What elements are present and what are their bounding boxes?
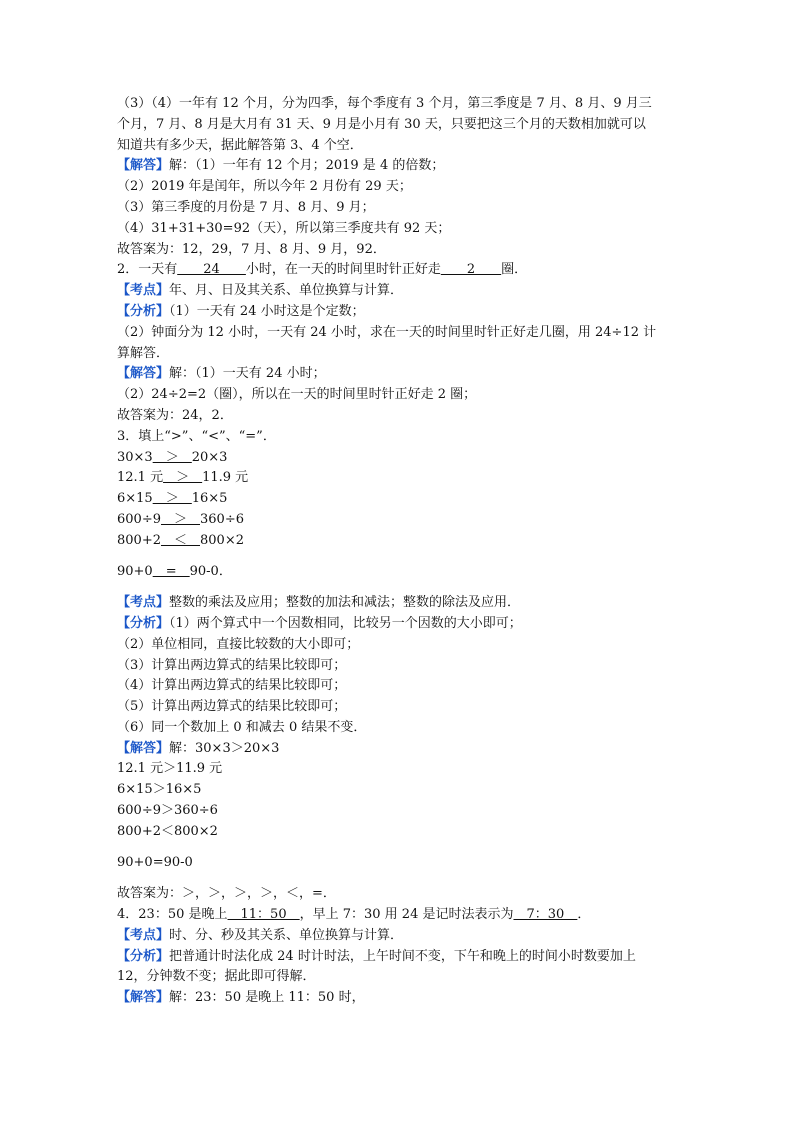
answer-blank: ＿＿24＿＿ (177, 262, 246, 278)
text-line: （4）31+31+30=92（天），所以第三季度共有 92 天； (117, 220, 451, 236)
text-line: 12，分钟数不变；据此即可得解． (117, 969, 316, 985)
fenxi-line (117, 614, 687, 635)
compare-row (117, 562, 687, 583)
text-line: 故答案为：12，29，7 月、8 月、9 月，92． (117, 241, 386, 257)
text-line: 12.1 元＞11.9 元 (117, 761, 223, 777)
compare-row (117, 489, 687, 510)
answer-tag: 【解答】 (117, 990, 170, 1006)
question-text: 4．23：50 是晚上 (117, 907, 228, 923)
compare-row (117, 468, 687, 489)
answer-tag: 【解答】 (117, 740, 170, 756)
text-line: （2）2019 年是闰年，所以今年 2 月份有 29 天； (117, 179, 412, 195)
text-line: （2）24÷2=2（圈），所以在一天的时间里时针正好走 2 圈； (117, 387, 477, 403)
fenxi-text: （1）两个算式中一个因数相同，比较另一个因数的大小即可； (169, 615, 522, 631)
text-line: （3）计算出两边算式的结果比较即可； (117, 657, 347, 673)
question-text: ． (577, 907, 591, 923)
question-text: 圈． (501, 262, 528, 278)
text-line: 故答案为：＞，＞，＞，＞，＜，=． (117, 886, 336, 902)
text-line: 故答案为：24，2． (117, 407, 233, 423)
text-line: 800+2＜800×2 (117, 823, 218, 839)
expr-right: 20×3 (191, 449, 228, 465)
text-line: 个月，7 月、8 月是大月有 31 天、9 月是小月有 30 天，只要把这三个月的天数相加就可以 (117, 116, 646, 132)
answer-blank: ＿＿2＿＿ (440, 262, 502, 278)
text-line: （4）计算出两边算式的结果比较即可； (117, 678, 347, 694)
answer-tag: 【解答】 (117, 158, 170, 174)
expr-right: 360÷6 (200, 511, 244, 527)
answer-blank: ＿＞＿ (152, 449, 192, 465)
question-text: ，早上 7：30 用 24 是记时法表示为 (299, 907, 514, 923)
question-text: 小时，在一天的时间里时针正好走 (245, 262, 441, 278)
answer-line (117, 988, 687, 1009)
question-3: 3．填上“>”、“<”、“=”． (117, 428, 276, 444)
text-line: 90+0=90-0 (117, 855, 193, 871)
answer-blank: ＿＞＿ (163, 470, 203, 486)
kaodian-line (117, 593, 687, 614)
fenxi-tag: 【分析】 (117, 303, 170, 319)
expr-left: 90+0 (117, 563, 153, 579)
expr-left: 6×15 (117, 491, 153, 507)
expr-left: 600÷9 (117, 511, 161, 527)
kaodian-text: 年、月、日及其关系、单位换算与计算． (169, 283, 404, 299)
question-2 (117, 260, 687, 281)
text-line: 600÷9＞360÷6 (117, 803, 218, 819)
text-line: 6×15＞16×5 (117, 782, 202, 798)
fenxi-text: （1）一天有 24 小时这是个定数； (169, 303, 365, 319)
answer-blank: ＿＞＿ (160, 511, 200, 527)
question-text: 2．一天有 (117, 262, 178, 278)
text-line: （6）同一个数加上 0 和减去 0 结果不变． (117, 719, 367, 735)
text-line: （3）（4）一年有 12 个月，分为四季，每个季度有 3 个月，第三季度是 7 月、8 月、9 月三 (117, 96, 652, 111)
expr-right: 800×2 (200, 532, 244, 548)
kaodian-line (117, 281, 687, 302)
kaodian-text: 整数的乘法及应用；整数的加法和减法；整数的除法及应用． (169, 595, 521, 611)
answer-tag: 【解答】 (117, 366, 170, 382)
fenxi-line (117, 947, 687, 968)
compare-row (117, 448, 687, 469)
answer-blank: ＿=＿ (152, 563, 190, 579)
expr-left: 12.1 元 (117, 470, 164, 486)
compare-row (117, 510, 687, 531)
fenxi-text: 把普通计时法化成 24 时计时法，上午时间不变，下午和晚上的时间小时数要加上 (169, 948, 636, 964)
fenxi-tag: 【分析】 (117, 948, 170, 964)
expr-left: 30×3 (117, 449, 153, 465)
text-line: （3）第三季度的月份是 7 月、8 月、9 月； (117, 199, 375, 215)
kaodian-text: 时、分、秒及其关系、单位换算与计算． (169, 927, 404, 943)
document-page (117, 94, 687, 1009)
answer-blank: ＿11：50＿ (227, 907, 300, 923)
fenxi-tag: 【分析】 (117, 615, 170, 631)
expr-right: 11.9 元 (202, 470, 249, 486)
answer-line (117, 739, 687, 760)
answer-text: 解：（1）一天有 24 小时； (169, 366, 326, 382)
answer-text: 解：30×3＞20×3 (169, 740, 280, 756)
answer-blank: ＿＞＿ (152, 491, 192, 507)
compare-row (117, 531, 687, 552)
kaodian-tag: 【考点】 (117, 283, 170, 299)
question-4 (117, 905, 687, 926)
expr-left: 800+2 (117, 532, 161, 548)
kaodian-tag: 【考点】 (117, 595, 170, 611)
text-line: 算解答． (117, 345, 170, 361)
kaodian-tag: 【考点】 (117, 927, 170, 943)
answer-text: 解：（1）一年有 12 个月；2019 是 4 的倍数； (169, 158, 445, 174)
answer-blank: ＿7：30＿ (513, 907, 578, 923)
answer-blank: ＿＜＿ (160, 532, 200, 548)
kaodian-line (117, 926, 687, 947)
expr-right: 16×5 (191, 491, 228, 507)
answer-text: 解：23：50 是晚上 11：50 时， (169, 990, 365, 1006)
expr-right: 90-0． (189, 563, 232, 579)
answer-line (117, 364, 687, 385)
text-line: 知道共有多少天，据此解答第 3、4 个空． (117, 137, 363, 153)
text-line: （2）钟面分为 12 小时，一天有 24 小时，求在一天的时间里时针正好走几圈，用 24÷12 计 (117, 324, 657, 340)
text-line: （5）计算出两边算式的结果比较即可； (117, 699, 347, 715)
text-line: （2）单位相同，直接比较数的大小即可； (117, 636, 360, 652)
fenxi-line (117, 302, 687, 323)
answer-line (117, 156, 687, 177)
